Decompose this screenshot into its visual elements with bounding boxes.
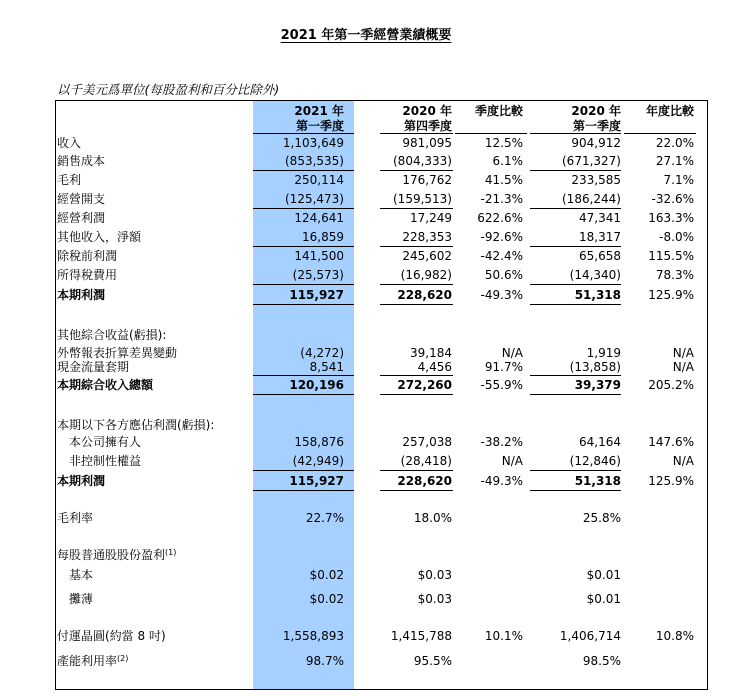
report-title: 2021 年第一季經營業績概要 <box>280 28 452 43</box>
subtotal-line <box>380 470 453 471</box>
subtotal-line <box>253 284 354 285</box>
header-underline-5 <box>624 133 696 134</box>
total-line <box>253 304 354 305</box>
header-q1-2021-year: 2021 年 <box>294 104 344 118</box>
total-line <box>380 304 453 305</box>
header-yoy: 年度比較 <box>645 104 694 118</box>
subtotal-line <box>530 208 621 209</box>
table-row: 現金流量套期 8,541 4,456 91.7% (13,858) N/A <box>57 360 694 374</box>
table-row: 本公司擁有人 158,876 257,038 -38.2% 64,164 147.6% <box>69 435 694 449</box>
total-line <box>253 394 354 395</box>
header-q4-2020-quarter: 第四季度 <box>403 119 452 133</box>
footnote-marker: (2) <box>117 654 129 663</box>
table-row: 攤薄 $0.02 $0.03 $0.01 <box>69 592 621 606</box>
table-row: 毛利 250,114 176,762 41.5% 233,585 7.1% <box>57 173 694 187</box>
subtotal-line <box>253 208 354 209</box>
subtotal-line <box>253 170 354 171</box>
table-row: 非控制性權益 (42,949) (28,418) N/A (12,846) N/A <box>69 454 694 468</box>
total-line <box>380 394 453 395</box>
table-row: 毛利率 22.7% 18.0% 25.8% <box>57 511 621 525</box>
table-row: 經營利潤 124,641 17,249 622.6% 47,341 163.3% <box>57 211 694 225</box>
header-row-2 <box>0 118 732 134</box>
header-underline-1 <box>253 133 354 134</box>
table-row-total: 本期利潤 115,927 228,620 -49.3% 51,318 125.9% <box>57 474 694 488</box>
subtotal-line <box>380 246 453 247</box>
subtotal-line <box>530 375 621 376</box>
subtotal-line <box>253 470 354 471</box>
total-line <box>530 304 621 305</box>
subtotal-line <box>380 375 453 376</box>
header-row-1 <box>0 103 732 119</box>
table-row: 經營開支 (125,473) (159,513) -21.3% (186,244) -32.6% <box>57 192 694 206</box>
footnote-marker: (1) <box>165 548 177 557</box>
unit-note: 以千美元爲單位(每股盈利和百分比除外) <box>57 82 280 97</box>
table-row: 外幣報表折算差異變動 (4,272) 39,184 N/A 1,919 N/A <box>57 346 694 360</box>
subtotal-line <box>530 284 621 285</box>
table-row: 其他收入，淨額 16,859 228,353 -92.6% 18,317 -8.0% <box>57 230 694 244</box>
table-row: 除稅前利潤 141,500 245,602 -42.4% 65,658 115.5% <box>57 249 694 263</box>
table-row: 收入 1,103,649 981,095 12.5% 904,912 22.0% <box>57 136 694 150</box>
subtotal-line <box>530 470 621 471</box>
header-underline-4 <box>530 133 621 134</box>
total-line <box>253 490 354 491</box>
header-q1-2020-year: 2020 年 <box>571 104 621 118</box>
subtotal-line <box>380 208 453 209</box>
subtotal-line <box>253 375 354 376</box>
table-row: 付運晶圓(約當 8 吋) 1,558,893 1,415,788 10.1% 1,406,714 10.8% <box>57 629 694 643</box>
subtotal-line <box>530 246 621 247</box>
table-row: 基本 $0.02 $0.03 $0.01 <box>69 568 621 582</box>
section-heading: 每股普通股股份盈利$^{(1)}$ <box>57 548 177 562</box>
table-row-total: 本期綜合收入總額 120,196 272,260 -55.9% 39,379 205.2% <box>57 378 694 392</box>
subtotal-line <box>380 284 453 285</box>
table-row: 銷售成本 (853,535) (804,333) 6.1% (671,327) 27.1% <box>57 154 694 168</box>
header-q1-2020-quarter: 第一季度 <box>572 119 621 133</box>
table-row: 所得稅費用 (25,573) (16,982) 50.6% (14,340) 78.3% <box>57 268 694 282</box>
total-line <box>380 490 453 491</box>
header-q4-2020-year: 2020 年 <box>402 104 452 118</box>
header-underline-3 <box>455 133 527 134</box>
section-heading: 本期以下各方應佔利潤(虧損): <box>57 418 215 432</box>
header-q1-2021-quarter: 第一季度 <box>295 119 344 133</box>
total-line <box>530 394 621 395</box>
subtotal-line <box>530 170 621 171</box>
header-qoq: 季度比較 <box>474 104 523 118</box>
subtotal-line <box>380 170 453 171</box>
subtotal-line <box>253 246 354 247</box>
total-line <box>530 490 621 491</box>
section-heading: 其他綜合收益(虧損): <box>57 328 167 342</box>
header-underline-2 <box>380 133 453 134</box>
table-row-total: 本期利潤 115,927 228,620 -49.3% 51,318 125.9% <box>57 288 694 302</box>
table-row: 產能利用率$^{(2)}$ 98.7% 95.5% 98.5% <box>57 654 621 668</box>
